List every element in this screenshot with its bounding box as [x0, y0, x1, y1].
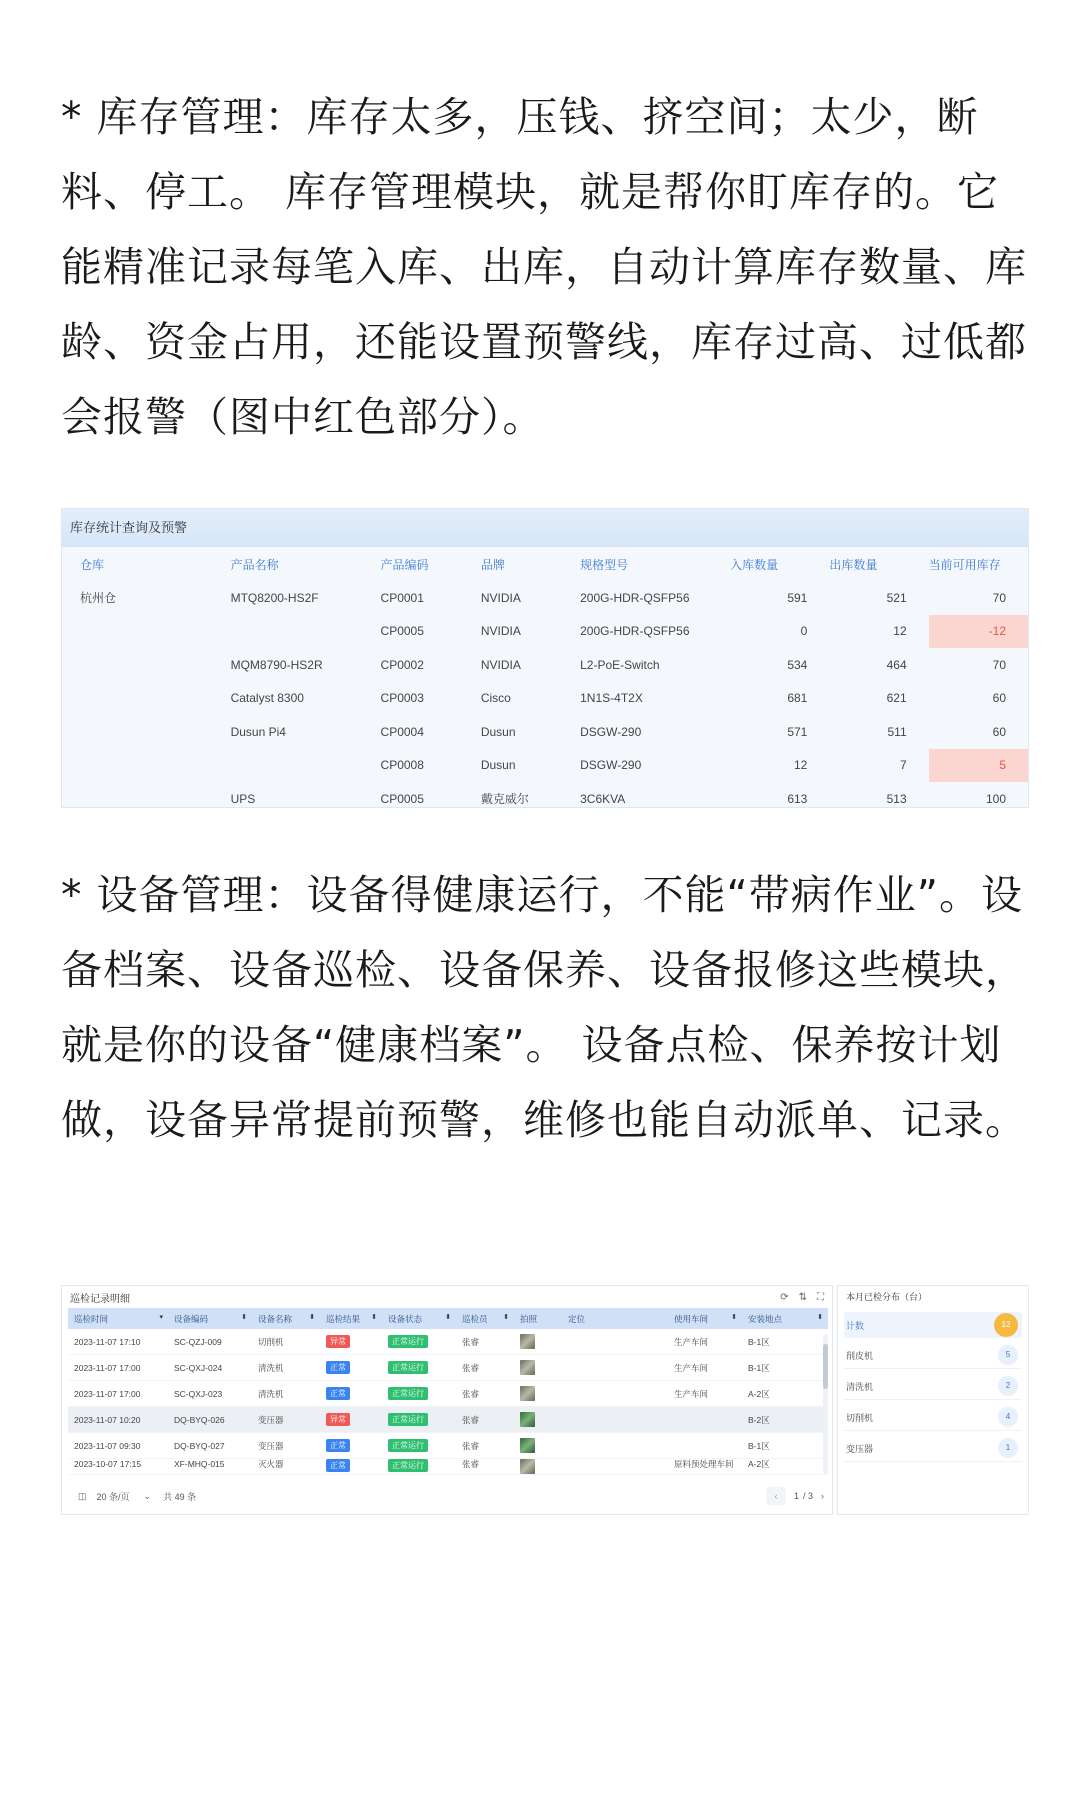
cell-product [231, 615, 381, 649]
inspection-table [68, 1308, 828, 1475]
cell-stock-alert: 5 [929, 749, 1028, 783]
result-badge: 异常 [326, 1413, 350, 1426]
toolbar [780, 1292, 824, 1303]
col-product-name[interactable]: 产品名称 [230, 557, 279, 572]
distribution-card [837, 1285, 1029, 1515]
cell-out: 521 [886, 590, 907, 605]
distribution-title: 本月已检分布（台） [846, 1292, 928, 1302]
cell-brand: 戴克威尔 [480, 792, 529, 807]
col-device-name[interactable]: 设备名称 ⬍ [252, 1308, 320, 1329]
col-warehouse[interactable]: 仓库 [80, 557, 105, 572]
photo-thumbnail[interactable] [520, 1459, 535, 1474]
cell-out: 513 [886, 791, 907, 806]
distribution-header [844, 1312, 1022, 1338]
vertical-scrollbar[interactable] [823, 1334, 828, 1474]
cell-product: Dusun Pi4 [230, 724, 286, 739]
cell-status [382, 1407, 456, 1433]
cell-brand: NVIDIA [480, 657, 521, 672]
list-item [844, 1404, 1022, 1431]
current-page[interactable]: 1 [793, 1491, 799, 1501]
photo-thumbnail[interactable] [520, 1438, 535, 1453]
total-count-badge: 12 [994, 1313, 1018, 1337]
cell-name: 变压器 [252, 1407, 320, 1433]
cell-time: 2023-11-07 17:00 [68, 1355, 168, 1381]
cell-in: 681 [787, 691, 808, 706]
cell-brand: Dusun [480, 758, 516, 773]
col-model[interactable]: 规格型号 [580, 557, 629, 572]
result-badge: 异常 [326, 1335, 350, 1348]
cell-code: SC-QXJ-023 [168, 1381, 252, 1407]
result-badge: 正常 [326, 1387, 350, 1400]
cell-location [562, 1407, 668, 1433]
cell-location [562, 1381, 668, 1407]
cell-result [320, 1433, 382, 1459]
cell-stock: 60 [992, 691, 1006, 706]
cell-time: 2023-11-07 09:30 [68, 1433, 168, 1459]
cell-workshop: 生产车间 [668, 1381, 742, 1407]
cell-status [382, 1433, 456, 1459]
table-row[interactable] [68, 1407, 828, 1433]
cell-warehouse [62, 749, 231, 783]
inventory-table [62, 547, 1028, 816]
cell-time: 2023-10-07 17:15 [68, 1459, 168, 1475]
sort-icon[interactable]: ⬍ [817, 1313, 823, 1321]
item-count: 1 [998, 1438, 1018, 1458]
list-item [844, 1342, 1022, 1369]
cell-model: DSGW-290 [580, 724, 642, 739]
cell-photo [514, 1407, 562, 1433]
cell-site: B-2区 [742, 1407, 828, 1433]
inspection-header-row [68, 1308, 828, 1329]
total-count: 共 49 条 [163, 1491, 197, 1502]
cell-model: 200G-HDR-QSFP56 [580, 590, 690, 605]
cell-code: SC-QZJ-009 [168, 1329, 252, 1355]
sort-icon[interactable]: ⬍ [445, 1313, 451, 1321]
cell-workshop: 生产车间 [668, 1329, 742, 1355]
col-inspector[interactable]: 巡检员 ⬍ [456, 1308, 514, 1329]
item-count: 5 [998, 1345, 1018, 1365]
chevron-down-icon[interactable]: ⌄ [143, 1490, 152, 1501]
cell-code: SC-QXJ-024 [168, 1355, 252, 1381]
cell-code: CP0008 [380, 758, 424, 773]
cell-workshop: 生产车间 [668, 1355, 742, 1381]
cell-brand: NVIDIA [480, 590, 521, 605]
cell-status [382, 1459, 456, 1475]
cell-stock: 60 [992, 724, 1006, 739]
cell-time: 2023-11-07 10:20 [68, 1407, 168, 1433]
cell-code: CP0005 [380, 624, 424, 639]
sort-icon[interactable]: ⬍ [371, 1313, 377, 1321]
cell-model: L2-PoE-Switch [580, 657, 660, 672]
table-row[interactable] [68, 1381, 828, 1407]
item-label: 变压器 [846, 1443, 874, 1454]
cell-code: CP0001 [380, 590, 424, 605]
table-row [62, 782, 1028, 816]
distribution-header-label: 计数 [846, 1320, 865, 1331]
sort-icon[interactable]: ⬍ [731, 1313, 737, 1321]
cell-workshop [668, 1433, 742, 1459]
paragraph-inventory: * 库存管理：库存太多，压钱、挤空间；太少，断料、停工。 库存管理模块，就是帮你盯库存的。它能精准记录每笔入库、出库，自动计算库存数量、库龄、资金占用，还能设置预警线，库存过高、过低都会报警（图中红色部分）。 [61, 93, 1027, 441]
cell-inspector: 张睿 [456, 1355, 514, 1381]
cell-location [562, 1355, 668, 1381]
prev-page-button[interactable]: ‹ [766, 1487, 786, 1505]
cell-model: DSGW-290 [580, 758, 642, 773]
table-row[interactable] [68, 1433, 828, 1459]
cell-name: 清洗机 [252, 1355, 320, 1381]
cell-product: MQM8790-HS2R [230, 657, 323, 672]
cell-result [320, 1407, 382, 1433]
cell-model: 200G-HDR-QSFP56 [580, 624, 690, 639]
cell-warehouse: 杭州仓 [80, 591, 117, 606]
cell-site: B-1区 [742, 1329, 828, 1355]
cell-brand: Dusun [480, 724, 516, 739]
inspection-title: 巡检记录明细 [70, 1293, 130, 1305]
table-settings-icon[interactable]: ◫ [78, 1490, 87, 1501]
cell-in: 12 [794, 758, 808, 773]
cell-in: 571 [787, 724, 808, 739]
list-item [844, 1435, 1022, 1462]
page-total: / 3 [802, 1491, 813, 1501]
refresh-icon[interactable]: ⟳ [780, 1291, 789, 1303]
table-row [62, 749, 1028, 783]
cell-result [320, 1381, 382, 1407]
fullscreen-icon[interactable]: ⛶ [817, 1291, 824, 1303]
table-row [62, 682, 1028, 716]
cell-name: 灭火器 [252, 1459, 320, 1475]
result-badge: 正常 [326, 1459, 350, 1472]
inventory-header-row [62, 547, 1028, 581]
cell-stock-alert: -12 [929, 615, 1028, 649]
cell-inspector: 张睿 [456, 1407, 514, 1433]
next-page-button[interactable]: › [821, 1491, 824, 1501]
cell-code: CP0005 [380, 791, 424, 806]
cell-stock: 70 [992, 590, 1006, 605]
cell-out: 511 [887, 724, 907, 739]
inspection-header [62, 1286, 832, 1308]
cell-photo [514, 1355, 562, 1381]
cell-time: 2023-11-07 17:10 [68, 1329, 168, 1355]
cell-out: 12 [893, 624, 907, 639]
cell-out: 464 [886, 657, 907, 672]
table-row[interactable] [68, 1355, 828, 1381]
pagination [70, 1486, 824, 1506]
cell-code: CP0004 [380, 724, 424, 739]
col-device-code[interactable]: 设备编码 ⬍ [168, 1308, 252, 1329]
cell-site: A-2区 [742, 1381, 828, 1407]
cell-photo [514, 1329, 562, 1355]
status-badge: 正常运行 [388, 1439, 428, 1452]
scrollbar-thumb[interactable] [823, 1344, 828, 1389]
cell-workshop [668, 1407, 742, 1433]
inventory-table-card [61, 508, 1029, 808]
cell-product [231, 749, 381, 783]
status-badge: 正常运行 [388, 1387, 428, 1400]
sort-icon[interactable]: ▾ [159, 1313, 163, 1321]
table-row [62, 648, 1028, 682]
cell-code: CP0003 [380, 691, 424, 706]
cell-model: 3C6KVA [580, 791, 626, 806]
table-row[interactable] [68, 1459, 828, 1475]
cell-stock: 70 [992, 657, 1006, 672]
cell-warehouse [62, 615, 231, 649]
item-label: 削皮机 [846, 1350, 874, 1361]
status-badge: 正常运行 [388, 1361, 428, 1374]
photo-thumbnail[interactable] [520, 1360, 535, 1375]
cell-site: B-1区 [742, 1355, 828, 1381]
cell-stock: 100 [985, 791, 1006, 806]
cell-result [320, 1355, 382, 1381]
cell-result [320, 1459, 382, 1475]
col-device-status[interactable]: 设备状态 ⬍ [382, 1308, 456, 1329]
cell-code: XF-MHQ-015 [168, 1459, 252, 1475]
cell-brand: NVIDIA [480, 624, 521, 639]
cell-out: 7 [899, 758, 907, 773]
cell-site: B-1区 [742, 1433, 828, 1459]
cell-in: 613 [787, 791, 808, 806]
inspection-records-card [61, 1285, 833, 1515]
cell-warehouse [62, 782, 231, 816]
cell-photo [514, 1433, 562, 1459]
item-count: 2 [998, 1376, 1018, 1396]
cell-result [320, 1329, 382, 1355]
cell-status [382, 1355, 456, 1381]
photo-thumbnail[interactable] [520, 1386, 535, 1401]
col-available-stock[interactable]: 当前可用库存 [928, 557, 1001, 572]
col-brand[interactable]: 品牌 [480, 557, 505, 572]
paragraph-equipment: * 设备管理：设备得健康运行，不能“带病作业”。设备档案、设备巡检、设备保养、设备报修这些模块，就是你的设备“健康档案”。 设备点检、保养按计划做，设备异常提前预警，维修也能自动派单、记录。 [61, 871, 1027, 1144]
col-location[interactable]: 定位 [562, 1308, 668, 1329]
col-outbound-qty[interactable]: 出库数量 [829, 557, 878, 572]
cell-photo [514, 1381, 562, 1407]
cell-out: 621 [886, 691, 907, 706]
cell-code: CP0002 [380, 657, 424, 672]
col-workshop[interactable]: 使用车间 ⬍ [668, 1308, 742, 1329]
cell-brand: Cisco [480, 691, 511, 706]
table-row[interactable] [68, 1329, 828, 1355]
item-count: 4 [998, 1407, 1018, 1427]
col-photo[interactable]: 拍照 [514, 1308, 562, 1329]
status-badge: 正常运行 [388, 1413, 428, 1426]
cell-time: 2023-11-07 17:00 [68, 1381, 168, 1407]
cell-inspector: 张睿 [456, 1459, 514, 1475]
col-inspect-result[interactable]: 巡检结果 ⬍ [320, 1308, 382, 1329]
table-row [62, 581, 1028, 615]
cell-warehouse [62, 648, 231, 682]
cell-in: 591 [787, 590, 808, 605]
table-row [62, 615, 1028, 649]
cell-location [562, 1329, 668, 1355]
cell-inspector: 张睿 [456, 1329, 514, 1355]
cell-product: UPS [230, 791, 256, 806]
cell-name: 清洗机 [252, 1381, 320, 1407]
page-size-select[interactable]: 20 条/页 [96, 1491, 130, 1502]
result-badge: 正常 [326, 1361, 350, 1374]
cell-site: A-2区 [742, 1459, 828, 1475]
cell-code: DQ-BYQ-026 [168, 1407, 252, 1433]
inventory-table-title: 库存统计查询及预警 [62, 509, 1028, 547]
cell-warehouse [62, 682, 231, 716]
item-label: 切削机 [846, 1412, 874, 1423]
cell-workshop: 原料预处理车间 [668, 1459, 742, 1475]
sort-icon[interactable]: ⬍ [241, 1313, 247, 1321]
cell-inspector: 张睿 [456, 1433, 514, 1459]
cell-status [382, 1381, 456, 1407]
sort-icon[interactable]: ⬍ [309, 1313, 315, 1321]
sort-icon[interactable]: ⬍ [503, 1313, 509, 1321]
result-badge: 正常 [326, 1439, 350, 1452]
cell-warehouse [62, 715, 231, 749]
col-install-site[interactable]: 安装地点 ⬍ [742, 1308, 828, 1329]
column-settings-icon[interactable]: ⇅ [798, 1291, 807, 1303]
cell-in: 534 [787, 657, 808, 672]
table-row [62, 715, 1028, 749]
cell-in: 0 [800, 624, 808, 639]
item-label: 清洗机 [846, 1381, 874, 1392]
status-badge: 正常运行 [388, 1335, 428, 1348]
cell-photo [514, 1459, 562, 1475]
cell-name: 切削机 [252, 1329, 320, 1355]
status-badge: 正常运行 [388, 1459, 428, 1472]
photo-thumbnail[interactable] [520, 1412, 535, 1427]
cell-location [562, 1433, 668, 1459]
cell-product: Catalyst 8300 [230, 691, 304, 706]
cell-name: 变压器 [252, 1433, 320, 1459]
cell-model: 1N1S-4T2X [580, 691, 643, 706]
list-item [844, 1373, 1022, 1400]
col-product-code[interactable]: 产品编码 [380, 557, 429, 572]
cell-inspector: 张睿 [456, 1381, 514, 1407]
cell-status [382, 1329, 456, 1355]
col-inbound-qty[interactable]: 入库数量 [730, 557, 779, 572]
photo-thumbnail[interactable] [520, 1334, 535, 1349]
cell-product: MTQ8200-HS2F [230, 590, 319, 605]
cell-location [562, 1459, 668, 1475]
cell-code: DQ-BYQ-027 [168, 1433, 252, 1459]
col-inspect-time[interactable]: 巡检时间 ▾ [68, 1308, 168, 1329]
